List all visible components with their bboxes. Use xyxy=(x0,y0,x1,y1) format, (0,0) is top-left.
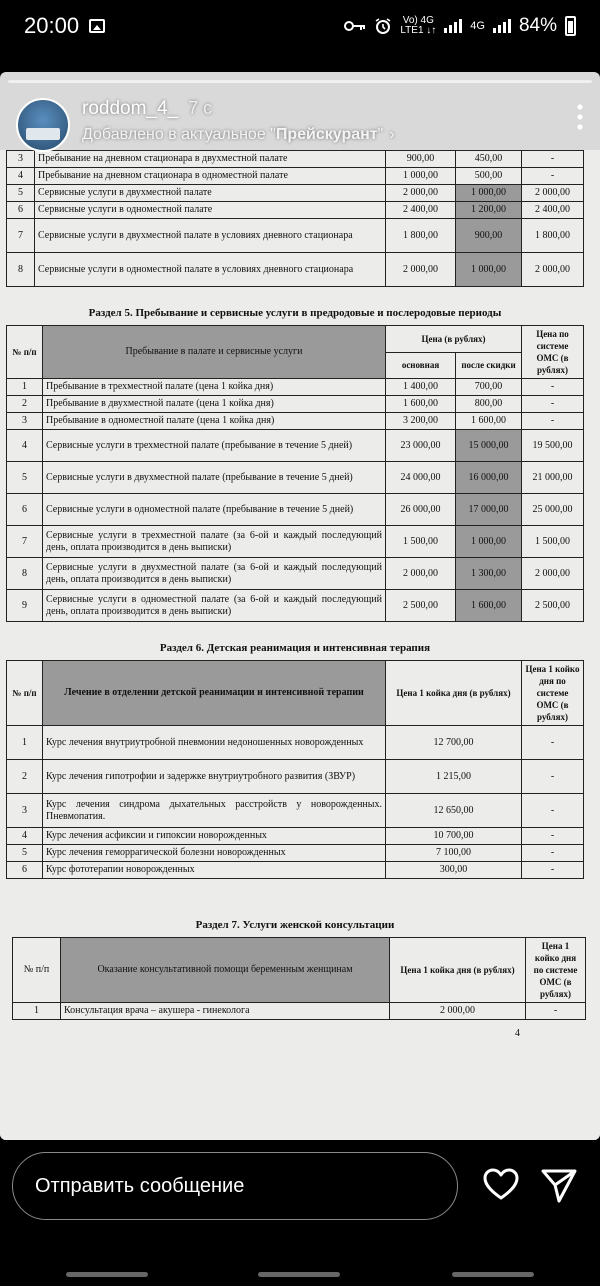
table-row xyxy=(7,185,584,202)
price-base: 2 000,00 xyxy=(386,558,456,590)
price: 2 000,00 xyxy=(390,1003,526,1020)
row-number: 1 xyxy=(13,1003,61,1020)
price-base: 1 600,00 xyxy=(386,396,456,413)
service-name: Сервисные услуги в одноместной палате в условиях дневного стационара xyxy=(35,253,386,287)
table-row xyxy=(13,1003,586,1020)
price-oms: 25 000,00 xyxy=(522,494,584,526)
message-placeholder: Отправить сообщение xyxy=(35,1174,245,1197)
price-discount: 1 000,00 xyxy=(456,253,522,287)
price-discount: 1 300,00 xyxy=(456,558,522,590)
col-price: Цена 1 койка дня (в рублях) xyxy=(390,938,526,1003)
service-name: Пребывание в трехместной палате (цена 1 койка дня) xyxy=(43,379,386,396)
battery-percent: 84% xyxy=(518,15,557,36)
signal-icon xyxy=(444,19,462,33)
price-discount: 1 600,00 xyxy=(456,590,522,622)
service-name: Курс лечения внутриутробной пневмонии недоношенных новорожденных xyxy=(43,726,386,760)
service-name: Сервисные услуги в одноместной палате xyxy=(35,202,386,219)
nav-recents-bar[interactable] xyxy=(66,1272,148,1277)
service-name: Сервисные услуги в двухместной палате xyxy=(35,185,386,202)
col-oms: Цена 1 койко дня по системе ОМС (в рублях) xyxy=(526,938,586,1003)
price-base: 24 000,00 xyxy=(386,462,456,494)
price-oms: - xyxy=(522,760,584,794)
table-row xyxy=(7,760,584,794)
price-base: 1 500,00 xyxy=(386,526,456,558)
story-user-line xyxy=(82,98,395,120)
price: 7 100,00 xyxy=(386,845,522,862)
price-discount: 500,00 xyxy=(456,168,522,185)
service-name: Пребывание на дневном стационара в одноместной палате xyxy=(35,168,386,185)
row-number: 5 xyxy=(7,185,35,202)
service-name: Курс лечения гипотрофии и задержке внутриутробного развития (ЗВУР) xyxy=(43,760,386,794)
table-continuation xyxy=(6,150,584,287)
row-number: 5 xyxy=(7,462,43,494)
section5-table xyxy=(6,325,584,622)
status-bar xyxy=(0,0,600,52)
story-header xyxy=(0,90,600,160)
nav-home-bar[interactable] xyxy=(258,1272,340,1277)
price-discount: 900,00 xyxy=(456,219,522,253)
row-number: 1 xyxy=(7,379,43,396)
section6-table xyxy=(6,660,584,879)
price-oms: - xyxy=(522,168,584,185)
price-oms: - xyxy=(522,151,584,168)
price-oms: - xyxy=(522,845,584,862)
row-number: 4 xyxy=(7,430,43,462)
price-oms: 2 000,00 xyxy=(522,253,584,287)
price: 1 215,00 xyxy=(386,760,522,794)
table-row xyxy=(7,202,584,219)
col-name: Оказание консультативной помощи беременным женщинам xyxy=(61,938,390,1003)
username[interactable]: roddom_4_ xyxy=(82,98,179,119)
chevron-right-icon: › xyxy=(389,126,395,143)
table-row xyxy=(7,379,584,396)
send-icon[interactable] xyxy=(538,1164,580,1206)
row-number: 5 xyxy=(7,845,43,862)
nav-back-bar[interactable] xyxy=(452,1272,534,1277)
story-viewer[interactable] xyxy=(0,72,600,1140)
price-oms: 2 400,00 xyxy=(522,202,584,219)
price-base: 23 000,00 xyxy=(386,430,456,462)
service-name: Сервисные услуги в двухместной палате (за 6-ой и каждый последующий день, оплата производится в день выписки) xyxy=(43,558,386,590)
price-oms: - xyxy=(522,828,584,845)
price-base: 1 400,00 xyxy=(386,379,456,396)
price-oms: 2 000,00 xyxy=(522,185,584,202)
row-number: 8 xyxy=(7,253,35,287)
service-name: Сервисные услуги в одноместной палате (пребывание в течение 5 дней) xyxy=(43,494,386,526)
price-discount: 15 000,00 xyxy=(456,430,522,462)
price-base: 26 000,00 xyxy=(386,494,456,526)
table-row xyxy=(7,430,584,462)
service-name: Сервисные услуги в трехместной палате (за 6-ой и каждый последующий день, оплата производится в день выписки) xyxy=(43,526,386,558)
table-row xyxy=(7,828,584,845)
message-input[interactable] xyxy=(12,1152,458,1220)
row-number: 8 xyxy=(7,558,43,590)
table-row xyxy=(7,845,584,862)
signal-icon-2 xyxy=(493,19,511,33)
col-price: Цена (в рублях) xyxy=(386,326,522,353)
price-oms: - xyxy=(522,862,584,879)
table-row xyxy=(7,494,584,526)
col-name: Лечение в отделении детской реанимации и интенсивной терапии xyxy=(43,661,386,726)
highlight-prefix: Добавлено в актуальное " xyxy=(82,126,276,143)
col-disc: после скидки xyxy=(456,352,522,379)
price-discount: 800,00 xyxy=(456,396,522,413)
col-name: Пребывание в палате и сервисные услуги xyxy=(43,326,386,379)
price-discount: 1 000,00 xyxy=(456,526,522,558)
price-discount: 1 200,00 xyxy=(456,202,522,219)
service-name: Курс лечения геморрагической болезни новорожденных xyxy=(43,845,386,862)
table-row xyxy=(7,396,584,413)
price: 10 700,00 xyxy=(386,828,522,845)
price: 12 650,00 xyxy=(386,794,522,828)
status-indicators xyxy=(344,15,576,37)
price-discount: 1 000,00 xyxy=(456,185,522,202)
price-base: 1 800,00 xyxy=(386,219,456,253)
price-oms: 1 800,00 xyxy=(522,219,584,253)
price-base: 2 500,00 xyxy=(386,590,456,622)
price-oms: - xyxy=(526,1003,586,1020)
table-row xyxy=(7,862,584,879)
col-num: № п/п xyxy=(7,326,43,379)
table-row xyxy=(7,253,584,287)
section7-table xyxy=(12,937,586,1020)
price-oms: 1 500,00 xyxy=(522,526,584,558)
price-discount: 700,00 xyxy=(456,379,522,396)
service-name: Курс лечения асфиксии и гипоксии новорожденных xyxy=(43,828,386,845)
price-oms: - xyxy=(522,396,584,413)
price-discount: 16 000,00 xyxy=(456,462,522,494)
table-row xyxy=(7,794,584,828)
price-base: 2 400,00 xyxy=(386,202,456,219)
network-type-bottom: LTE1 ↓↑ xyxy=(400,25,437,36)
highlight-name: Прейскурант xyxy=(275,126,378,143)
table-row xyxy=(7,590,584,622)
story-progress-bar xyxy=(8,80,592,83)
col-oms: Цена по системе ОМС (в рублях) xyxy=(522,326,584,379)
service-name: Сервисные услуги в двухместной палате (пребывание в течение 5 дней) xyxy=(43,462,386,494)
row-number: 2 xyxy=(7,396,43,413)
network-type-top: Vo) 4G xyxy=(402,15,434,26)
story-age: 7 с xyxy=(188,98,213,118)
alarm-icon xyxy=(374,17,392,35)
row-number: 1 xyxy=(7,726,43,760)
table-row xyxy=(7,462,584,494)
price-oms: 2 500,00 xyxy=(522,590,584,622)
price: 12 700,00 xyxy=(386,726,522,760)
col-num: № п/п xyxy=(13,938,61,1003)
service-name: Сервисные услуги в двухместной палате в условиях дневного стационара xyxy=(35,219,386,253)
avatar[interactable] xyxy=(16,98,70,152)
network-type xyxy=(400,16,436,36)
col-num: № п/п xyxy=(7,661,43,726)
price-oms: 2 000,00 xyxy=(522,558,584,590)
price-oms: - xyxy=(522,794,584,828)
heart-icon[interactable] xyxy=(480,1164,522,1206)
price-base: 900,00 xyxy=(386,151,456,168)
table-row xyxy=(7,219,584,253)
price-discount: 17 000,00 xyxy=(456,494,522,526)
price-oms: - xyxy=(522,726,584,760)
col-oms: Цена 1 койко дня по системе ОМС (в рублях) xyxy=(522,661,584,726)
col-base: основная xyxy=(386,352,456,379)
table-row xyxy=(7,526,584,558)
price-base: 2 000,00 xyxy=(386,185,456,202)
row-number: 3 xyxy=(7,794,43,828)
col-price: Цена 1 койка дня (в рублях) xyxy=(386,661,522,726)
story-meta xyxy=(82,98,395,144)
row-number: 6 xyxy=(7,202,35,219)
price-list-document xyxy=(0,150,600,1140)
page-number: 4 xyxy=(515,1028,520,1039)
table-row xyxy=(7,726,584,760)
row-number: 6 xyxy=(7,862,43,879)
price-base: 2 000,00 xyxy=(386,253,456,287)
row-number: 3 xyxy=(7,151,35,168)
more-vertical-icon[interactable] xyxy=(576,104,584,130)
key-icon xyxy=(344,19,366,33)
row-number: 7 xyxy=(7,526,43,558)
table-row xyxy=(7,558,584,590)
battery-icon xyxy=(565,16,576,36)
price: 300,00 xyxy=(386,862,522,879)
section5-title: Раздел 5. Пребывание и сервисные услуги в предродовые и послеродовые периоды xyxy=(88,307,502,319)
price-base: 1 000,00 xyxy=(386,168,456,185)
row-number: 2 xyxy=(7,760,43,794)
table-row xyxy=(7,413,584,430)
service-name: Пребывание в двухместной палате (цена 1 койка дня) xyxy=(43,396,386,413)
price-base: 3 200,00 xyxy=(386,413,456,430)
service-name: Курс фототерапии новорожденных xyxy=(43,862,386,879)
row-number: 4 xyxy=(7,828,43,845)
service-name: Сервисные услуги в одноместной палате (за 6-ой и каждый последующий день, оплата производится в день выписки) xyxy=(43,590,386,622)
row-number: 4 xyxy=(7,168,35,185)
status-time: 20:00 xyxy=(24,13,80,38)
section6-title: Раздел 6. Детская реанимация и интенсивная терапия xyxy=(159,642,431,654)
section7-title: Раздел 7. Услуги женской консультации xyxy=(195,919,395,931)
price-discount: 450,00 xyxy=(456,151,522,168)
row-number: 9 xyxy=(7,590,43,622)
network-type-2: 4G xyxy=(470,20,485,32)
service-name: Пребывание на дневном стационара в двухместной палате xyxy=(35,151,386,168)
service-name: Консультация врача – акушера - гинеколога xyxy=(61,1003,390,1020)
price-discount: 1 600,00 xyxy=(456,413,522,430)
row-number: 6 xyxy=(7,494,43,526)
row-number: 3 xyxy=(7,413,43,430)
table-row xyxy=(7,168,584,185)
row-number: 7 xyxy=(7,219,35,253)
highlight-suffix: " xyxy=(377,126,384,143)
highlight-link[interactable] xyxy=(82,126,395,144)
price-oms: 19 500,00 xyxy=(522,430,584,462)
price-oms: 21 000,00 xyxy=(522,462,584,494)
service-name: Курс лечения синдрома дыхательных расстройств у новорожденных. Пневмопатия. xyxy=(43,794,386,828)
service-name: Сервисные услуги в трехместной палате (пребывание в течение 5 дней) xyxy=(43,430,386,462)
price-oms: - xyxy=(522,413,584,430)
gallery-notification-icon xyxy=(89,19,105,33)
service-name: Пребывание в одноместной палате (цена 1 койка дня) xyxy=(43,413,386,430)
price-oms: - xyxy=(522,379,584,396)
